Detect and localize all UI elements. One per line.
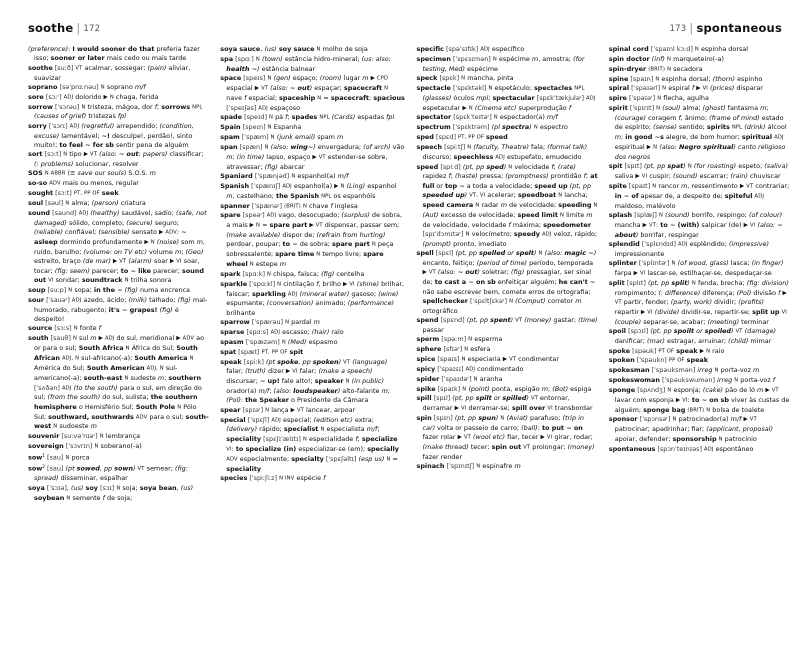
dictionary-column-4 xyxy=(609,45,790,640)
dictionary-entry: spokesman [ˈspəuksmən] irreg N porta-voz m xyxy=(608,366,760,375)
dictionary-entry: spare [speəʳ] ADJ vago, desocupado; (surplus) de sobra, a mais ▶ N = spare part ▶ VT dispensar, passar sem; (make available) dispor de; (refrain from hurting) perdoar, poupar; to ~ de sobra; spare part N peça sobressalente; spare time N tempo livre; spare wheel N estepe m xyxy=(220,211,402,269)
entry-columns xyxy=(28,45,790,640)
dictionary-entry: spite [spaɪt] N rancor m, ressentimento ▶ VT contrariar; in ~ of apesar de, a despeito de; spiteful ADJ maldoso, malévolo xyxy=(608,181,790,210)
dictionary-entry: splendid [ˈsplɛndɪd] ADJ esplêndido; (impressive) impressionante xyxy=(608,239,769,258)
dictionary-entry: spin doctor (inf) N marqueteiro(-a) xyxy=(608,54,724,63)
dictionary-entry: Spanish [ˈspænɪʃ] ADJ espanhol(a) ▶ N (Ling) espanhol m, castelhano; the Spanish NPL os espanhóis xyxy=(220,181,397,200)
dictionary-entry: speech [spiːtʃ] N (faculty, Theatre) fala; (formal talk) discurso; speechless ADJ estupefato, emudecido xyxy=(416,142,588,161)
dictionary-column-2 xyxy=(220,45,405,640)
dictionary-entry: spire [ˈspaɪəʳ] N flecha, agulha xyxy=(608,94,709,103)
dictionary-entry: spider [ˈspaɪdəʳ] N aranha xyxy=(416,374,503,383)
dictionary-entry: sort [sɔːt] N tipo ▶ VT (also: ~ out: papers) classificar; (: problems) solucionar, resolver xyxy=(28,150,204,169)
dictionary-entry: spade [speɪd] N pá f; spades NPL (Cards) espadas fpl xyxy=(220,113,395,122)
dictionary-entry: soothe [suːð] VT acalmar, sossegar; (pain) aliviar, suavizar xyxy=(28,63,191,82)
dictionary-entry: Spaniard [ˈspænjəd] N espanhol(a) m/f xyxy=(220,171,349,180)
dictionary-entry: spell [spɛl] (pt, pp spelled or spelt) N (also: magic ~) encanto, feitiço; (period of time) período, temporada ▶ VT (also: ~ out) soletrar; (fig) pressagiar, ser sinal de; to cast a ~ on sb enfeitiçar alguém; he can't ~ não sabe escrever bem, comete erros de ortografia; spellchecker [ˈspɛltʃɛkəʳ] N (Comput) corretor m ortográfico xyxy=(416,249,597,315)
dictionary-entry: Spain [speɪn] N Espanha xyxy=(220,123,302,132)
dictionary-entry: specimen [ˈspɛsɪmən] N espécime m, amostra; (for testing, Med) espécime xyxy=(416,54,585,73)
dictionary-entry: spicy [ˈspaɪsɪ] ADJ condimentado xyxy=(416,364,524,373)
dictionary-entry: sponsor [ˈspɔnsəʳ] N patrocinador(a) m/f ▶ VT patrocinar; apadrinhar; fiar; (applicant, proposal) apoiar, defender; sponsorship N patrocínio xyxy=(608,415,773,443)
dictionary-entry: soya sauce, (us) soy sauce N molho de soja xyxy=(220,45,368,53)
dictionary-column-3 xyxy=(416,45,597,640)
dictionary-entry: south [sauθ] N sul m ▶ ADJ do sul, meridional ▶ ADV ao or para o sul; South Africa N África do Sul; South African ADJ, N sul-africano(-a); South America N América do Sul; South American ADJ, N sul-americano(-a); south-east N sudeste m; southern [ˈsʌðən] ADJ (to the south) para o sul, em direção do sul; (from the south) do sul, sulista; the southern hemisphere o Hemisfério Sul; South Pole N Pólo Sul; southward, southwards ADV para o sul; south-west N sudoeste m xyxy=(28,334,209,431)
dictionary-entry: sparkle [ˈspɑːkl] N cintilação f, brilho ▶ VI (shine) brilhar, faiscar; sparkling ADJ (mineral water) gasoso; (wine) espumante; (conversation) animado; (performance) brilhante xyxy=(220,279,405,317)
dictionary-entry: soup [suːp] N sopa; in the ~ (fig) numa encrenca xyxy=(28,286,190,295)
dictionary-entry: soya [ˈsɔɪə], (us) soy [sɔɪ] N soja; soya bean, (us) soybean N semente f de soja; xyxy=(28,483,194,502)
dictionary-entry: spirit [ˈspɪrɪt] N (soul) alma; (ghost) fantasma m; (courage) coragem f, ânimo; (frame of mind) estado de espírito; (sense) sentido; spirits NPL (drink) álcool m; in good ~s alegre, de bom humor; spiritual ADJ espiritual ▶ N (also: Negro spiritual) canto religioso dos negros xyxy=(608,104,787,161)
dictionary-entry: specific [spəˈsɪfɪk] ADJ específico xyxy=(416,45,525,53)
dictionary-entry: special [ˈspɛʃl] ADJ especial; (edition etc) extra; (delivery) rápido; specialist N especialista m/f; speciality [spɛʃɪˈælɪtɪ] N especialidade f; specialize VI: to specialize (in) especializar-se (em); specially ADV especialmente; specialty [ˈspɛʃəltɪ] (esp us) N = speciality xyxy=(220,415,399,473)
dictionary-entry: spit [spɪt] (pt, pp spat) N (for roasting) espeto; (saliva) saliva ▶ VI cuspir; (sound) escarrar; (rain) chuviscar xyxy=(608,162,788,180)
dictionary-entry: sped [spɛd] PT, PP OF speed xyxy=(416,133,508,142)
dictionary-entry: spend [spɛnd] (pt, pp spent) VT (money) gastar; (time) passar xyxy=(416,316,598,334)
dictionary-entry: soprano [səˈprɑːnəu] N soprano m/f xyxy=(28,82,146,91)
dictionary-column-1 xyxy=(28,45,209,640)
dictionary-entry: sore [sɔːʳ] ADJ dolorido ▶ N chaga, ferida xyxy=(28,92,159,101)
dictionary-entry: speed [spiːd] (pt, pp sped) N velocidade f; (rate) rapidez f; (haste) pressa; (promptness) prontidão f; at full or top ~ a toda a velocidade; speed up (pt, pp speeded up) VT, VI acelerar; speedboat N lancha; speed camera N radar m de velocidade; speeding N (Aut) excesso de velocidade; speed limit N limite m de velocidade, velocidade f máxima; speedometer [spɪˈdɔmɪtəʳ] N velocímetro; speedy ADJ veloz, rápido; (prompt) pronto, imediato xyxy=(416,162,598,248)
dictionary-entry: spam [ˈspæm] N (junk email) spam m xyxy=(220,133,344,142)
dictionary-entry: spin [spɪn] (pt, pp spun) N (Aviat) parafuso; (trip in car) volta or passeio de carro; (ball): to put ~ on fazer rolar ▶ VT (wool etc) fiar, tecer ▶ VI girar, rodar; (make thread) tecer; spin out VT prolongar; (money) fazer render xyxy=(416,414,595,461)
dictionary-entry: splash [splæʃ] N (sound) borrifo, respingo; (of colour) mancha ▶ VT: to ~ (with) salpicar (de) ▶ VI (also: ~ about) borrifar, respingar xyxy=(608,210,783,239)
dictionary-entry: spoke [spəuk] PT OF speak ▶ N raio xyxy=(608,346,725,355)
dictionary-entry: spa [spɑː] N (town) estância hidro-mineral; (us: also: health ~) estância balnear xyxy=(220,54,391,73)
dictionary-entry: spinach [ˈspɪnɪtʃ] N espinafre m xyxy=(416,462,521,471)
dictionary-entry: speck [spɛk] N mancha, pinta xyxy=(416,74,514,83)
dictionary-entry: sow$^2$ [sau] (pt sowed, pp sown) VT semear; (fig: spread) disseminar, espalhar xyxy=(28,464,188,483)
dictionary-entry: space [speɪs] N (gen) espaço; (room) lugar m ▶ CPD espacial ▶ VT (also: ~ out) espaçar; spacecraft N nave f espacial; spaceship N = spacecraft; spacious [ˈspeɪʃəs] ADJ espaçoso xyxy=(220,74,405,112)
dictionary-entry: spoil [spɔɪl] (pt, pp spoilt or spoiled) VT (damage) danificar; (mar) estragar, arruinar; (child) mimar xyxy=(608,327,776,346)
dictionary-entry: spontaneous [spɔnˈteɪnɪəs] ADJ espontâneo xyxy=(608,444,754,453)
dictionary-entry: (preference): I would sooner do that preferia fazer isso; sooner or later mais cedo ou mais tarde xyxy=(28,45,200,63)
dictionary-entry: spat [spæt] PT, PP OF spit xyxy=(220,347,304,356)
dictionary-entry: spectacle [ˈspɛktəkl] N espetáculo; spectacles NPL (glasses) óculos mpl; spectacular [spɛkˈtækjuləʳ] ADJ espetacular ▶ N (Cinema etc) superprodução f xyxy=(416,83,596,112)
dictionary-entry: sphere [sfɪəʳ] N esfera xyxy=(416,345,491,354)
running-head-right-separator: | xyxy=(689,21,694,35)
dictionary-entry: spill [spɪl] (pt, pp spilt or spilled) VT entornar, derramar ▶ VI derramar-se; spill over VI transbordar xyxy=(416,394,593,413)
dictionary-entry: so-so ADV mais ou menos, regular xyxy=(28,179,139,188)
dictionary-entry: span [spæn] N (also: wing~) envergadura; (of arch) vão m; (in time) lapso, espaço ▶ VT estender-se sobre, atravessar; (fig) abarcar xyxy=(220,142,405,171)
dictionary-entry: souvenir [suːvəˈnɪəʳ] N lembrança xyxy=(28,432,141,441)
dictionary-entry: sovereign [ˈsɔvrɪn] N soberano(-a) xyxy=(28,442,142,451)
dictionary-entry: sought [sɔːt] PT, PP OF seek xyxy=(28,189,119,198)
dictionary-entry: speak [spiːk] (pt spoke, pp spoken) VT (language) falar; (truth) dizer ▶ VI falar; (make a speech) discursar; ~ up! fale alto!; speaker N (in public) orador(a) m/f; (also: loudspeaker) alto-falante m; (Pol): the Speaker o Presidente da Câmara xyxy=(220,357,390,405)
running-head-left-word: soothe xyxy=(28,21,74,35)
dictionary-entry: spokeswoman [ˈspəukswumən] irreg N porta-voz f xyxy=(608,376,776,385)
dictionary-entry: sound [saund] ADJ (healthy) saudável, sadio; (safe, not damaged) sólido, completo; (secure) seguro; (reliable) confiável; (sensible) sensato ▶ ADV: ~ asleep dormindo profundamente ▶ N (noise) som m, ruído, barulho; (volume: on TV etc) volume m; (Geo) estreito, braço (de mar) ▶ VT (alarm) soar ▶ VI soar, tocar; (fig: seem) parecer; to ~ like parecer; sound out VI sondar; soundtrack N trilha sonora xyxy=(28,208,207,285)
dictionary-entry: spectrum [ˈspɛktrəm] (pl spectra) N espectro xyxy=(416,123,568,132)
dictionary-entry: spice [spaɪs] N especiaria ▶ VT condimentar xyxy=(416,355,560,363)
dictionary-entry: spinal cord [ˈspaɪnl kɔːd] N espinha dorsal xyxy=(608,45,749,53)
dictionary-entry: sparrow [ˈspærəu] N pardal m xyxy=(220,318,320,327)
folio-right: 173 xyxy=(669,24,687,34)
dictionary-entry: spoken [ˈspəukn] PP OF speak xyxy=(608,356,709,365)
dictionary-entry: sow$^1$ [sau] N porca xyxy=(28,453,90,462)
dictionary-entry: SOS N ABBR (≡ save our souls) S.O.S. m xyxy=(28,169,156,178)
dictionary-entry: sour [ˈsauəʳ] ADJ azedo, ácido; (milk) talhado; (fig) mal-humorado, rabugento; it's ~ grapes! (fig) é despeito! xyxy=(28,295,208,324)
dictionary-entry: spin-dryer (BRIT) N secadora xyxy=(608,64,703,73)
running-head-right xyxy=(670,21,782,35)
dictionary-entry: sperm [spəːm] N esperma xyxy=(416,335,503,344)
dictionary-entry: spiral [ˈspaɪərl] N espiral f ▶ VI (prices) disparar xyxy=(608,84,763,93)
dictionary-entry: spanner [ˈspænəʳ] (BRIT) N chave f inglesa xyxy=(220,201,358,210)
dictionary-entry: split [splɪt] (pt, pp split) N fenda, brecha; (fig: division) rompimento; (: difference) diferença; (Pol) divisão f ▶ VT partir, fender; (party, work) dividir; (profits) repartir ▶ VI (divide) dividir-se, repartir-se; split up VI (couple) separar-se, acabar; (meeting) terminar xyxy=(608,278,789,327)
dictionary-entry: sponge [spʌndʒ] N esponja; (cake) pão de ló m ▶ VT lavar com esponja ▶ VI: to ~ on sb viver às custas de alguém; sponge bag (BRIT) N bolsa de toalete xyxy=(608,385,790,414)
dictionary-entry: soul [səul] N alma; (person) criatura xyxy=(28,199,146,207)
dictionary-entry: sparse [spɑːs] ADJ escasso; (hair) ralo xyxy=(220,327,344,336)
dictionary-entry: sorrow [ˈsɔrəu] N tristeza, mágoa, dor f; sorrows NPL (causes of grief) tristezas fpl xyxy=(28,102,203,121)
dictionary-entry: sorry [ˈsɔrɪ] ADJ (regretful) arrependido; (condition, excuse) lamentável; ~! desculpe!, perdão!, sinto muito!; to feel ~ for sb sentir pena de alguém xyxy=(28,121,194,149)
running-head-left-separator: | xyxy=(76,21,81,35)
dictionary-entry: species [ˈspiːʃiːz] N INV espécie f xyxy=(220,474,326,483)
dictionary-entry: spark [spɑːk] N chispa, faísca; (fig) centelha xyxy=(220,269,365,278)
dictionary-entry: spike [spaɪk] N (point) ponta, espigão m; (Bot) espiga xyxy=(416,384,592,393)
dictionary-entry: spine [spaɪn] N espinha dorsal; (thorn) espinho xyxy=(608,74,763,83)
dictionary-entry: source [sɔːs] N fonte f xyxy=(28,324,101,333)
running-head-right-word: spontaneous xyxy=(696,21,782,35)
dictionary-entry: spectator [spɛkˈteɪtəʳ] N espectador(a) m/f xyxy=(416,113,558,122)
running-head-left xyxy=(28,21,100,35)
folio-left: 172 xyxy=(83,24,101,34)
dictionary-entry: spear [spɪəʳ] N lança ▶ VT lancear, arpoar xyxy=(220,405,356,414)
dictionary-entry: splinter [ˈsplɪntəʳ] N (of wood, glass) lasca; (in finger) farpa ▶ VI lascar-se, estilhaçar-se, despedaçar-se xyxy=(608,259,784,277)
dictionary-entry: spasm [ˈspæzəm] N (Med) espasmo xyxy=(220,337,338,346)
